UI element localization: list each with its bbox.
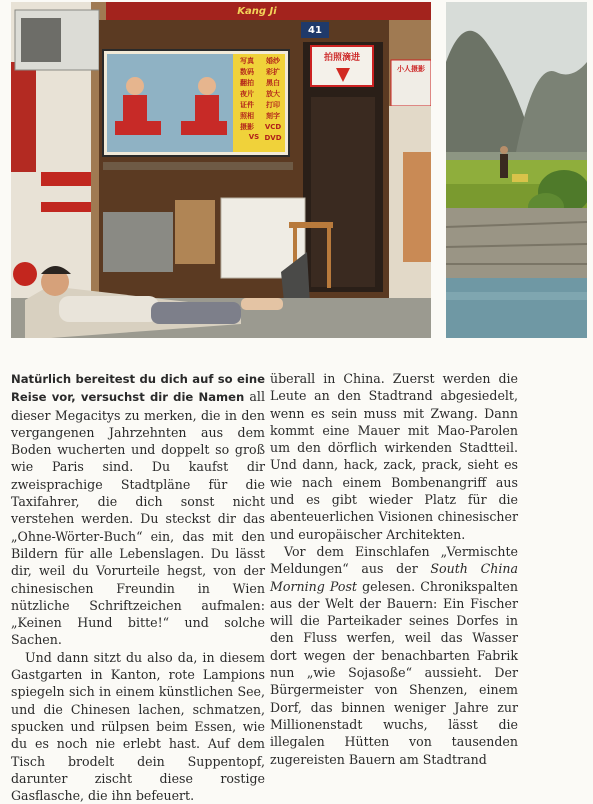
article-column-right [270, 370, 518, 768]
door-number: 41 [301, 22, 329, 38]
small-sign: 小人摄影 [397, 65, 425, 73]
landscape-photo [446, 2, 587, 338]
lead-text: Natürlich bereitest du dich auf so eine Reise vor, versuchst dir die Namen [11, 372, 265, 405]
paragraph: Natürlich bereitest du dich auf so eine Reise vor, versuchst dir die Namen all dieser Megacitys zu merken, die in den vergangenen Jahrzehnten aus dem Boden wucherten und doppelt so groß wie Paris sind. Du kaufst dir zweisprachige Stadtpläne für die Taxifahrer, die dich sonst nicht verstehen werden. Du steckst dir das „Ohne-Wörter-Buch“ ein, das mit den Bildern für alle Lebenslagen. Du lässt dir, weil du Vorurteile hegst, von der chinesischen Freundin in Wien nützliche Schriftzeichen aufmalen: „Keinen Hund bitte!“ und solche Sachen. [11, 372, 265, 648]
poster-text-right: 婚纱 彩扩 黑白 放大 打印 刻字 VCD DVD [264, 57, 282, 142]
poster-text-left: 写真 数码 翻拍 夜片 证件 照相 摄影 [240, 57, 254, 131]
landscape-illustration [446, 2, 587, 338]
red-sign: 拍照滴进 [323, 52, 360, 63]
paragraph: Und dann sitzt du also da, in diesem Gastgarten in Kanton, rote Lampions spiegeln sich in einem künstlichen See, und die Chinesen lachen, schmatzen, spucken und rülpsen beim Essen, wie du es noch nie erlebt hast. Auf dem Tisch brodelt dein Suppentopf, darunter zischt diese rostige Gasflasche, die ihn befeuert. [11, 649, 265, 804]
paragraph: überall in China. Zuerst werden die Leute an den Stadtrand abgesiedelt, wenn es sein muss mit Zwang. Dann kommt eine Mauer mit Mao-Parolen um den dörflich wirkenden Stadtteil. Und dann, hack, zack, prack, sieht es wie nach einem Bombenangriff aus und es gibt wieder Platz für die abenteuerlichen Visionen chinesischer und europäischer Architekten. [270, 371, 518, 542]
paragraph: Vor dem Einschlafen „Vermischte Meldungen“ aus der South China Morning Post gelesen. Chronikspalten aus der Welt der Bauern: Ein Fischer will die Parteikader seines Dorfes in den Fluss werfen, weil das Wasser dort wegen der benachbarten Fabrik nun „wie Sojasoße“ aussieht. Der Bürgermeister von Shenzen, einem Dorf, das binnen weniger Jahre zur Millionenstadt wuchs, lässt die illegalen Hütten von tausenden zugereisten Bauern am Stadtrand [270, 543, 518, 767]
article-column-left [11, 370, 265, 804]
newspaper-title: South China Morning Post [270, 561, 518, 594]
shop-sign: Kang Ji [237, 5, 277, 17]
poster-vs: VS [248, 133, 260, 141]
street-shop-photo [11, 2, 431, 338]
